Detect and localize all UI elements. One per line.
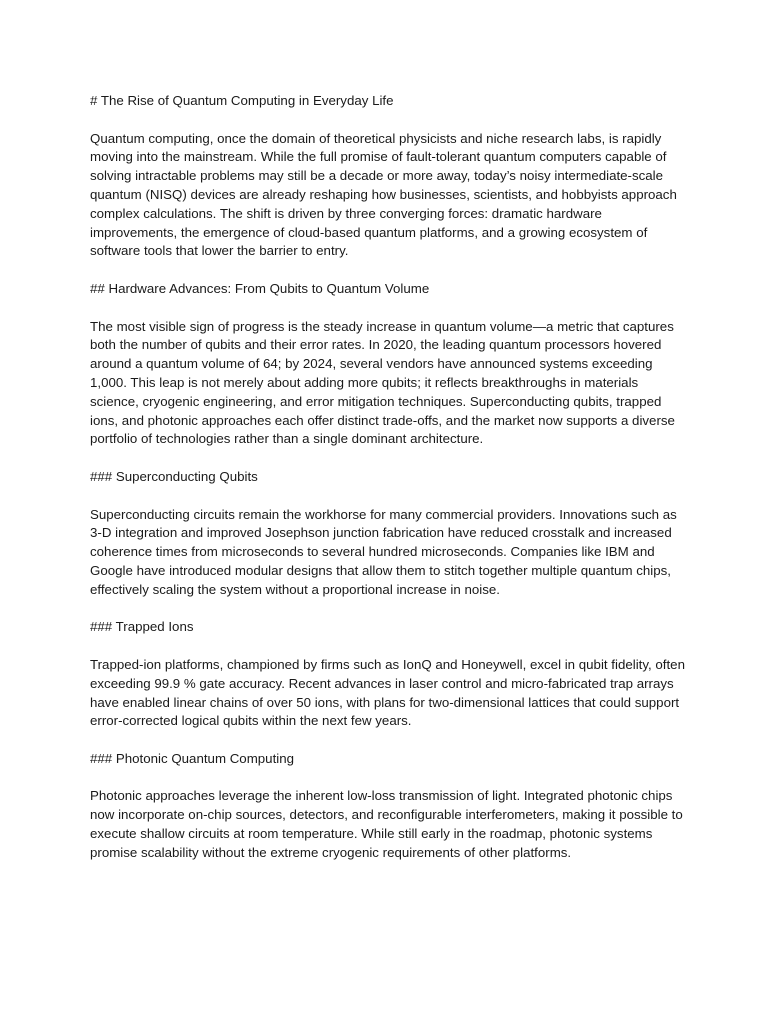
document-title: # The Rise of Quantum Computing in Everyday Life [90,93,394,108]
trapped-ions-paragraph: Trapped-ion platforms, championed by firms such as IonQ and Honeywell, excel in qubit fidelity, often exceeding 99.9 % gate accuracy. Recent advances in laser control and micro-fabricated trap arrays have enabled linear chains of over 50 ions, with plans for two-dimensional lattices that could support error-corrected logical qubits within the next few years. [90,656,685,729]
superconducting-heading: ### Superconducting Qubits [90,468,258,484]
superconducting-paragraph: Superconducting circuits remain the workhorse for many commercial providers. Innovations such as 3-D integration and improved Josephson junction fabrication have reduced crosstalk and increased coherence times from microseconds to several hundred microseconds. Companies like IBM and Google have introduced modular designs that allow them to stitch together multiple quantum chips, effectively scaling the system without a proportional increase in noise. [90,506,677,597]
photonic-paragraph: Photonic approaches leverage the inherent low-loss transmission of light. Integrated photonic chips now incorporate on-chip sources, detectors, and reconfigurable interferometers, making it possible to execute shallow circuits at room temperature. While still early in the roadmap, photonic systems promise scalability without the extreme cryogenic requirements of other platforms. [90,788,683,860]
photonic-heading: ### Photonic Quantum Computing [90,750,295,766]
hardware-paragraph: The most visible sign of progress is the steady increase in quantum volume—a metric that captures both the number of qubits and their error rates. In 2020, the leading quantum processors hovered around a quantum volume of 64; by 2024, several vendors have announced systems exceeding 1,000. This leap is not merely about adding more qubits; it reflects breakthroughs in materials science, cryogenic engineering, and error mitigation techniques. Superconducting qubits, trapped ions, and photonic approaches each offer distinct trade-offs, and the market now supports a diverse portfolio of technologies rather than a single dominant architecture. [90,318,675,447]
intro-paragraph: Quantum computing, once the domain of theoretical physicists and niche research labs, is rapidly moving into the mainstream. While the full promise of fault-tolerant quantum computers capable of solving intractable problems may still be a decade or more away, today’s noisy intermediate-scale quantum (NISQ) devices are already reshaping how businesses, scientists, and hobbyists approach complex calculations. The shift is driven by three converging forces: dramatic hardware improvements, the emergence of cloud-based quantum platforms, and a growing ecosystem of software tools that lower the barrier to entry. [90,130,677,259]
trapped-ions-heading: ### Trapped Ions [90,619,194,635]
hardware-heading: ## Hardware Advances: From Qubits to Quantum Volume [90,280,430,296]
document-page [90,92,686,863]
